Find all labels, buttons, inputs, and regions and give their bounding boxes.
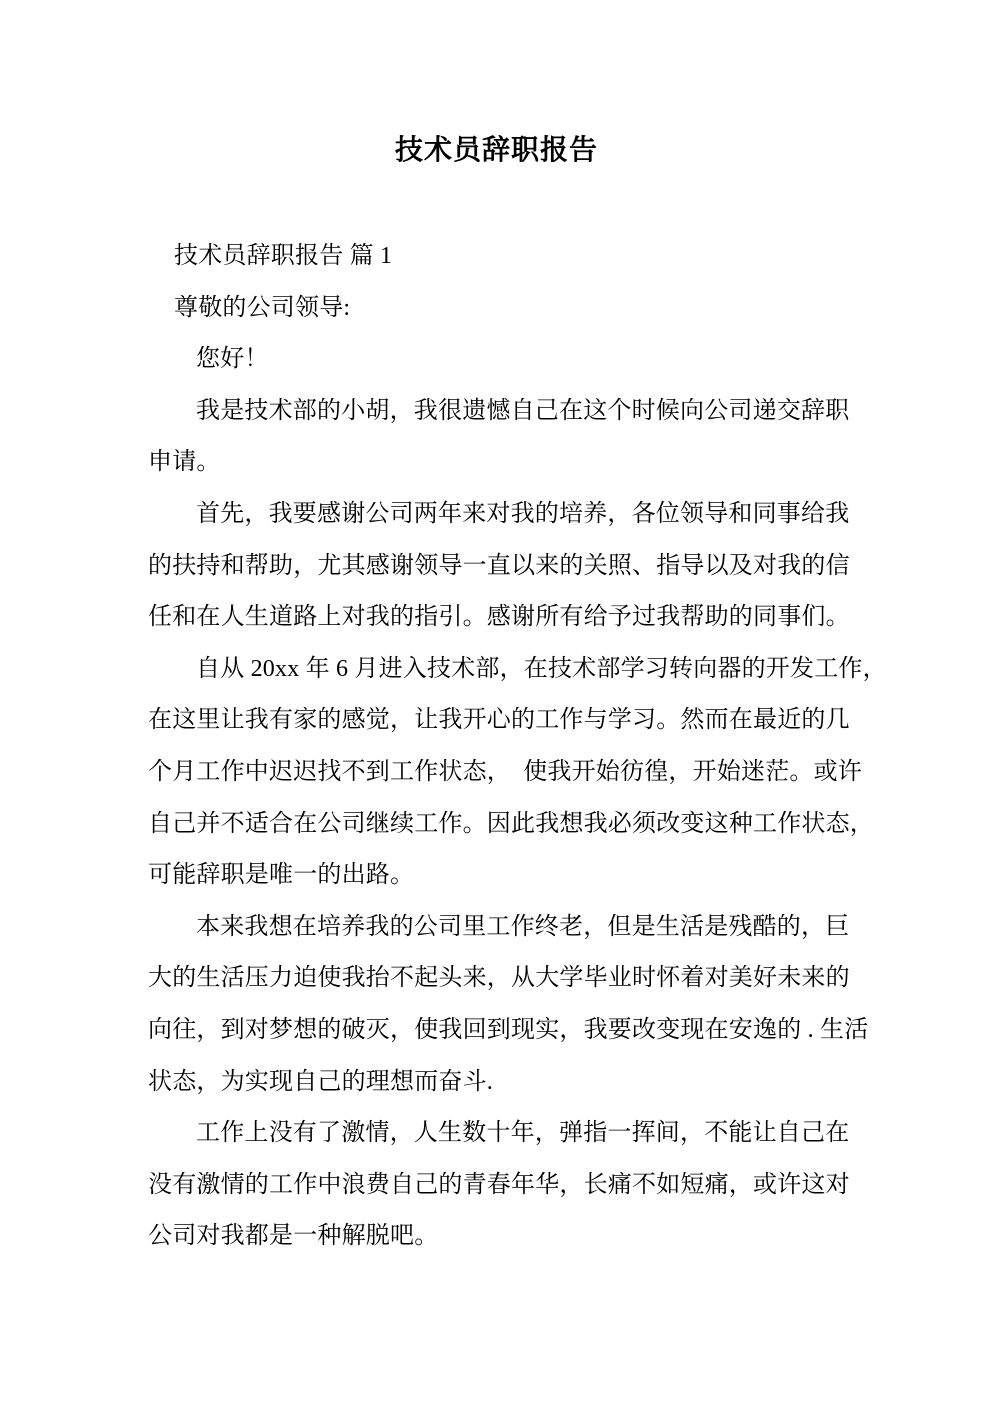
salutation: [148, 283, 875, 335]
text-line: 公司对我都是一种解脱吧。: [148, 1223, 439, 1250]
paragraph: [148, 902, 875, 1108]
paragraph: [148, 644, 887, 902]
text-line: 没有激情的工作中浪费自己的青春年华，长痛不如短痛，或许这对: [148, 1171, 850, 1198]
text-line: 自己并不适合在公司继续工作。因此我想我必须改变这种工作状态，: [148, 810, 874, 837]
document-title: 技术员辞职报告: [394, 135, 598, 166]
text-line: 我是技术部的小胡，我很遗憾自己在这个时候向公司递交辞职: [196, 397, 850, 424]
paragraph: [148, 489, 875, 644]
text-line: 个月工作中迟迟找不到工作状态， 使我开始彷徨，开始迷茫。或许: [148, 758, 862, 785]
text-line: 自从 20xx 年 6 月进入技术部，在技术部学习转向器的开发工作，: [196, 655, 887, 682]
document-body: [0, 231, 993, 1263]
text-line: 尊敬的公司领导:: [174, 294, 351, 321]
section-heading: [148, 231, 875, 283]
text-line: 技术员辞职报告 篇 1: [174, 243, 393, 269]
text-line: 首先，我要感谢公司两年来对我的培养，各位领导和同事给我: [196, 500, 850, 527]
text-line: 状态，为实现自己的理想而奋斗.: [148, 1068, 493, 1095]
text-line: 工作上没有了激情，人生数十年，弹指一挥间，不能让自己在: [196, 1120, 850, 1147]
text-line: 大的生活压力迫使我抬不起头来，从大学毕业时怀着对美好未来的: [148, 965, 850, 992]
text-line: 可能辞职是唯一的出路。: [148, 862, 415, 889]
paragraph: [148, 1108, 875, 1263]
text-line: 任和在人生道路上对我的指引。感谢所有给予过我帮助的同事们。: [148, 604, 850, 631]
text-line: 本来我想在培养我的公司里工作终老，但是生活是残酷的，巨: [196, 913, 850, 940]
greeting: [148, 334, 875, 386]
text-line: 申请。: [148, 449, 221, 476]
text-line: 您好！: [196, 346, 269, 373]
text-line: 的扶持和帮助，尤其感谢领导一直以来的关照、指导以及对我的信: [148, 552, 850, 579]
text-line: 向往，到对梦想的破灭，使我回到现实，我要改变现在安逸的 . 生活: [148, 1016, 869, 1043]
paragraph: [148, 386, 875, 489]
text-line: 在这里让我有家的感觉，让我开心的工作与学习。然而在最近的几: [148, 707, 850, 734]
